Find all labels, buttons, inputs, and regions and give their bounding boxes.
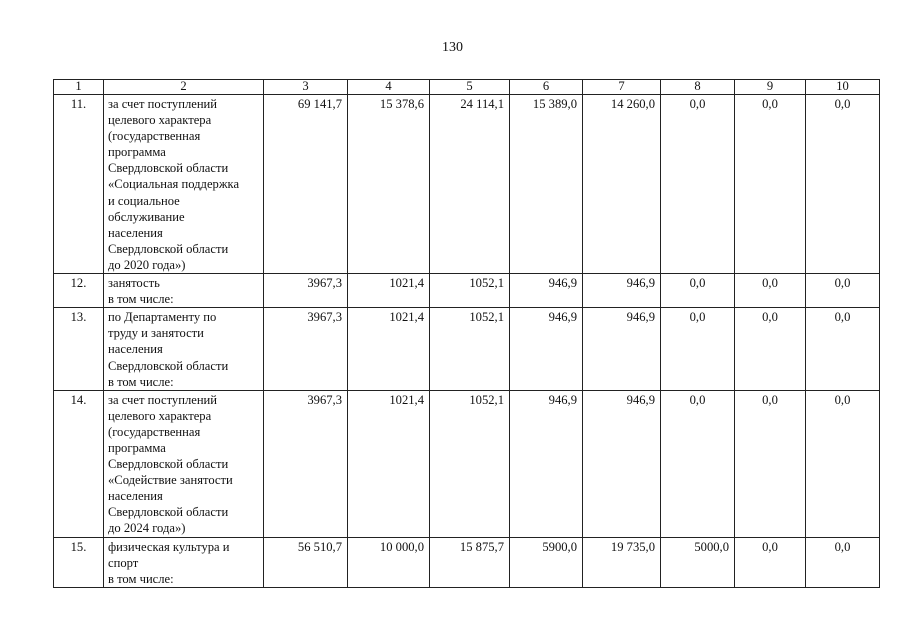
column-header: 5 [430, 80, 510, 95]
row-label: физическая культура и спорт в том числе: [104, 537, 264, 587]
column-header: 10 [806, 80, 880, 95]
table-row [54, 537, 880, 587]
row-number: 15. [54, 537, 104, 587]
value-cell: 15 875,7 [430, 537, 510, 587]
column-header: 9 [735, 80, 806, 95]
column-header: 3 [264, 80, 348, 95]
value-cell: 946,9 [583, 274, 661, 308]
value-cell: 1052,1 [430, 274, 510, 308]
table-row [54, 95, 880, 274]
row-number: 14. [54, 390, 104, 537]
value-cell: 1021,4 [348, 308, 430, 390]
value-cell: 0,0 [735, 274, 806, 308]
value-cell: 0,0 [735, 308, 806, 390]
value-cell: 1052,1 [430, 308, 510, 390]
value-cell: 0,0 [661, 390, 735, 537]
value-cell: 0,0 [806, 537, 880, 587]
column-header: 1 [54, 80, 104, 95]
value-cell: 5000,0 [661, 537, 735, 587]
value-cell: 24 114,1 [430, 95, 510, 274]
row-number: 12. [54, 274, 104, 308]
value-cell: 946,9 [510, 390, 583, 537]
value-cell: 0,0 [735, 537, 806, 587]
value-cell: 1021,4 [348, 390, 430, 537]
table-row [54, 390, 880, 537]
value-cell: 14 260,0 [583, 95, 661, 274]
row-label: за счет поступлений целевого характера (государственная программа Свердловской области «Содействие занятости населения Свердловской области до 2024 года») [104, 390, 264, 537]
value-cell: 0,0 [661, 274, 735, 308]
value-cell: 946,9 [583, 308, 661, 390]
table-row [54, 308, 880, 390]
value-cell: 69 141,7 [264, 95, 348, 274]
row-label: занятость в том числе: [104, 274, 264, 308]
row-number: 13. [54, 308, 104, 390]
value-cell: 1052,1 [430, 390, 510, 537]
value-cell: 946,9 [583, 390, 661, 537]
value-cell: 0,0 [735, 390, 806, 537]
header-row [54, 80, 880, 95]
value-cell: 3967,3 [264, 308, 348, 390]
budget-table [53, 79, 880, 588]
table-row [54, 274, 880, 308]
value-cell: 0,0 [661, 308, 735, 390]
value-cell: 0,0 [806, 308, 880, 390]
column-header: 6 [510, 80, 583, 95]
value-cell: 0,0 [806, 390, 880, 537]
row-number: 11. [54, 95, 104, 274]
value-cell: 946,9 [510, 274, 583, 308]
value-cell: 19 735,0 [583, 537, 661, 587]
row-label: за счет поступлений целевого характера (государственная программа Свердловской области «Социальная поддержка и социальное обслуживание населения Свердловской области до 2020 года») [104, 95, 264, 274]
value-cell: 1021,4 [348, 274, 430, 308]
column-header: 4 [348, 80, 430, 95]
value-cell: 15 378,6 [348, 95, 430, 274]
value-cell: 946,9 [510, 308, 583, 390]
column-header: 2 [104, 80, 264, 95]
value-cell: 56 510,7 [264, 537, 348, 587]
page-number: 130 [442, 40, 463, 55]
column-header: 7 [583, 80, 661, 95]
value-cell: 3967,3 [264, 390, 348, 537]
value-cell: 0,0 [735, 95, 806, 274]
value-cell: 15 389,0 [510, 95, 583, 274]
value-cell: 0,0 [806, 95, 880, 274]
column-header: 8 [661, 80, 735, 95]
value-cell: 5900,0 [510, 537, 583, 587]
value-cell: 10 000,0 [348, 537, 430, 587]
row-label: по Департаменту по труду и занятости населения Свердловской области в том числе: [104, 308, 264, 390]
value-cell: 0,0 [661, 95, 735, 274]
value-cell: 0,0 [806, 274, 880, 308]
value-cell: 3967,3 [264, 274, 348, 308]
